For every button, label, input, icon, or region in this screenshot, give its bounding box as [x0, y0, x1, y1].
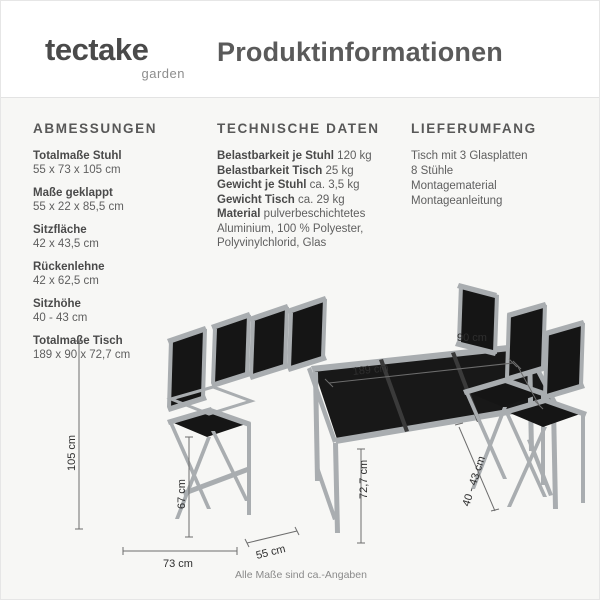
- column-delivery: [411, 121, 586, 209]
- tech-line: [217, 149, 402, 164]
- tech-line-value: 25 kg: [325, 164, 354, 177]
- tech-line: [217, 222, 402, 237]
- dim-table-height: 72,7 cm: [358, 459, 370, 499]
- spec-label: Sitzhöhe: [33, 298, 81, 310]
- furniture-set-drawing: [61, 271, 591, 571]
- chair-back-left-3: [249, 304, 289, 380]
- brand-subtitle: garden: [141, 66, 185, 81]
- tech-line: [217, 164, 402, 179]
- column-dimensions-title: ABMESSUNGEN: [33, 121, 158, 136]
- brand-logo: [45, 32, 195, 81]
- tech-line-label: Gewicht Tisch: [217, 193, 295, 206]
- tech-line-value: pulverbeschichtetes: [263, 208, 366, 220]
- footer-note: Alle Maße sind ca.-Angaben: [235, 569, 367, 581]
- dim-seat-height-range: 40 - 43 cm: [460, 454, 488, 508]
- spec-label: Sitzfläche: [33, 224, 87, 236]
- tech-line-value: ca. 3,5 kg: [309, 179, 360, 191]
- tech-line-label: Material: [217, 208, 261, 220]
- tech-line-value: Aluminium, 100 % Polyester,: [217, 222, 364, 235]
- delivery-line: Montagematerial: [411, 180, 497, 192]
- chair-back-left-4: [287, 296, 327, 372]
- delivery-line: Montageanleitung: [411, 195, 503, 207]
- spec-value: 42 x 62,5 cm: [33, 275, 99, 287]
- column-technical: [217, 121, 402, 251]
- spec-label: Totalmaße Stuhl: [33, 150, 122, 162]
- tech-line: [217, 236, 402, 251]
- spec-label: Totalmaße Tisch: [33, 335, 123, 347]
- delivery-line: Tisch mit 3 Glasplatten: [411, 150, 528, 162]
- spec-label: Rückenlehne: [33, 261, 105, 273]
- tech-line: [217, 193, 402, 208]
- spec-value: 55 x 73 x 105 cm: [33, 164, 121, 176]
- spec-value: 42 x 43,5 cm: [33, 238, 99, 250]
- delivery-line: 8 Stühle: [411, 165, 454, 177]
- dim-table-length: 189 cm: [352, 362, 390, 378]
- dim-chair-depth: 73 cm: [163, 558, 193, 570]
- chair-front-right-3: [485, 289, 519, 361]
- dim-chair-height: 105 cm: [66, 434, 78, 471]
- header: [1, 1, 600, 98]
- dim-chair-width: 55 cm: [254, 543, 287, 562]
- tech-line-label: Belastbarkeit Tisch: [217, 164, 323, 177]
- chair-back-left-2: [211, 312, 251, 388]
- dim-chair-seat-height: 67 cm: [176, 479, 188, 509]
- tech-line-value: Polyvinylchlorid, Glas: [217, 237, 327, 249]
- spec-label: Maße geklappt: [33, 187, 113, 199]
- spec-value: 189 x 90 x 72,7 cm: [33, 349, 131, 361]
- product-illustration: [61, 271, 591, 571]
- column-technical-title: TECHNISCHE DATEN: [217, 121, 380, 136]
- tech-line-label: Belastbarkeit je Stuhl: [217, 150, 334, 162]
- tech-line: [217, 207, 402, 222]
- column-delivery-title: LIEFERUMFANG: [411, 121, 537, 136]
- dim-table-width: 90 cm: [457, 332, 487, 344]
- brand-name: tectake: [45, 32, 149, 67]
- tech-line: [217, 178, 402, 193]
- tech-line-label: Gewicht je Stuhl: [217, 179, 307, 191]
- spec-value: 55 x 22 x 85,5 cm: [33, 201, 124, 213]
- page-title: Produktinformationen: [217, 37, 503, 67]
- tech-line-value: 120 kg: [337, 150, 372, 162]
- spec-value: 40 - 43 cm: [33, 312, 88, 324]
- tech-line-value: ca. 29 kg: [297, 193, 345, 206]
